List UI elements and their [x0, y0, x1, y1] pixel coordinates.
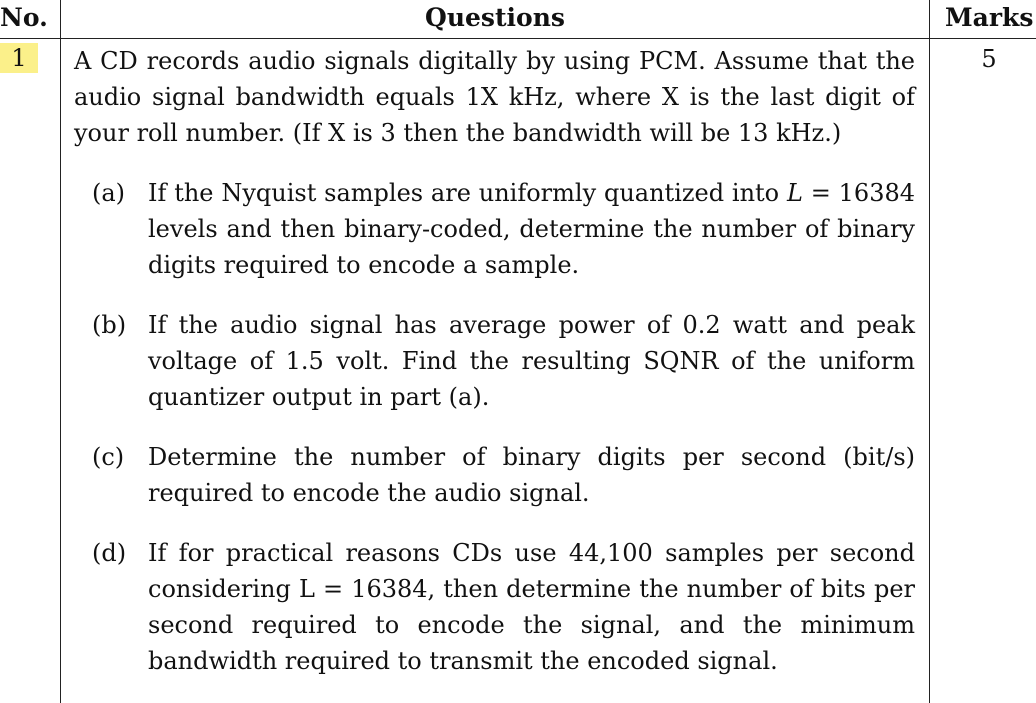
math-variable: L	[786, 179, 803, 207]
question-marks: 5	[981, 45, 997, 73]
part-text: If the audio signal has average power of 0.2 watt and peak voltage of 1.5 volt. Find the resulting SQNR of the uniform quantizer output in part (a).	[148, 311, 915, 411]
part-label: (d)	[92, 539, 127, 567]
question-intro: A CD records audio signals digitally by using PCM. Assume that the audio signal bandwidth equals 1X kHz, where X is the last digit of your roll number. (If X is 3 then the bandwidth will be 13 kHz.)	[74, 47, 915, 147]
column-divider-marks	[929, 0, 930, 703]
column-divider-number	[60, 0, 61, 703]
header-questions: Questions	[425, 3, 565, 32]
part-text: If for practical reasons CDs use 44,100 samples per second considering L = 16384, then determine the number of bits per second required to encode the signal, and the minimum bandwidth required to transmit the encoded signal.	[148, 539, 915, 675]
question-body	[74, 43, 915, 703]
question-parts	[74, 175, 915, 679]
header-divider	[0, 38, 1036, 39]
header-marks: Marks	[945, 3, 1034, 32]
part-a	[74, 175, 915, 283]
part-label: (c)	[92, 443, 125, 471]
part-text	[148, 175, 915, 283]
part-c	[74, 439, 915, 511]
part-text-before: If the Nyquist samples are uniformly quantized into	[148, 179, 787, 207]
part-text: Determine the number of binary digits per second (bit/s) required to encode the audio signal.	[148, 443, 915, 507]
part-text-after: = 16384 levels and then binary-coded, determine the number of binary digits required to encode a sample.	[148, 179, 915, 279]
part-label: (b)	[92, 311, 127, 339]
header-no: No.	[0, 3, 48, 32]
part-b	[74, 307, 915, 415]
question-number: 1	[0, 43, 38, 73]
part-label: (a)	[92, 179, 126, 207]
part-d	[74, 535, 915, 679]
